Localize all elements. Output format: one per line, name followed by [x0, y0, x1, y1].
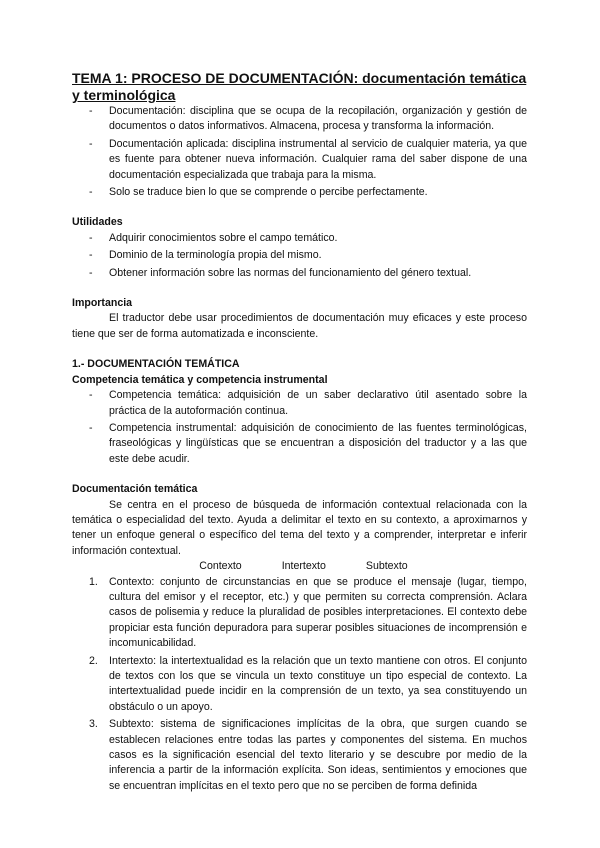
item-text: Intertexto: la intertextualidad es la relación que un texto mantiene con otros. El conjunto de textos con los que se vincula un texto constituye un tipo especial de contexto. La intertextualidad puede incidir en la comprensión de un texto, ya sea constituyendo un obstáculo o un apoyo.	[109, 654, 527, 713]
list-item: - Obtener información sobre las normas del funcionamiento del género textual.	[72, 266, 527, 281]
spacer	[72, 467, 527, 482]
importancia-heading: Importancia	[72, 297, 133, 310]
term-subtexto: Subtexto	[365, 560, 408, 573]
item-number: 2.	[89, 654, 98, 667]
spacer	[72, 281, 527, 296]
document-page	[72, 70, 527, 794]
numbered-list	[72, 575, 527, 795]
list-item: - Competencia instrumental: adquisición de conocimiento de las fuentes terminológicas, fraseológicas y lingüísticas que se encuentran a disposición del traductor y a las que este debe acudir.	[72, 421, 527, 467]
doc-tematica-paragraph: Se centra en el proceso de búsqueda de información contextual relacionada con la temática o especialidad del texto. Ayuda a delimitar el texto en su contexto, a aproximarnos y tener un enfoque general o específico del tema del texto y a comprender, interpretar e inferir información contextual.	[72, 498, 527, 557]
item-number: 3.	[89, 718, 98, 731]
item-text: Contexto: conjunto de circunstancias en que se produce el mensaje (lugar, tiempo, cultura del emisor y el receptor, etc.) y que permiten su correcta comprensión. Aclara casos de polisemia y reduce la pluralidad de posibles interpretaciones. El contexto debe propiciar esta función depuradora para superar posibles situaciones de incomprensión e incomunicabilidad.	[109, 575, 527, 650]
terms-row	[72, 559, 527, 574]
list-item	[72, 575, 527, 652]
list-item: - Competencia temática: adquisición de un saber declarativo útil asentado sobre la práctica de la autoformación continua.	[72, 388, 527, 419]
list-item	[72, 717, 527, 794]
list-item: - Adquirir conocimientos sobre el campo temático.	[72, 231, 527, 246]
list-item: - Dominio de la terminología propia del mismo.	[72, 248, 527, 263]
list-item: - Solo se traduce bien lo que se comprende o percibe perfectamente.	[72, 185, 527, 200]
utilidades-list	[72, 231, 527, 281]
item-number: 1.	[89, 575, 98, 588]
importancia-paragraph: El traductor debe usar procedimientos de documentación muy eficaces y este proceso tiene que ser de forma automatizada e inconsciente.	[72, 312, 527, 340]
intro-list	[72, 104, 527, 200]
spacer	[72, 342, 527, 357]
section-heading: 1.- DOCUMENTACIÓN TEMÁTICA	[72, 358, 240, 371]
term-contexto: Contexto	[199, 560, 242, 573]
list-item: - Documentación: disciplina que se ocupa de la recopilación, organización y gestión de documentos o datos informativos. Almacena, procesa y transforma la información.	[72, 104, 527, 135]
competencias-list	[72, 388, 527, 467]
page-title: TEMA 1: PROCESO DE DOCUMENTACIÓN: documentación temática y terminológica	[72, 70, 527, 103]
doc-tematica-heading: Documentación temática	[72, 483, 198, 496]
spacer	[72, 200, 527, 215]
item-text: Subtexto: sistema de significaciones implícitas de la obra, que surgen cuando se establecen relaciones entre todas las partes y componentes del sistema. En muchos casos es la significación esencial del texto literario y se descubre por medio de la inferencia a partir de la información explícita. Son ideas, sentimientos y emociones que se encuentran implícitas en el texto pero que no se perciben de forma definida	[109, 718, 527, 792]
list-item	[72, 654, 527, 716]
utilidades-heading: Utilidades	[72, 216, 123, 229]
term-intertexto: Intertexto	[281, 560, 326, 573]
list-item: - Documentación aplicada: disciplina instrumental al servicio de cualquier materia, ya que es fuente para obtener nueva información. Cualquier rama del saber dispone de una documentación especializada que trabaja para la misma.	[72, 137, 527, 183]
section-subheading: Competencia temática y competencia instrumental	[72, 373, 328, 386]
